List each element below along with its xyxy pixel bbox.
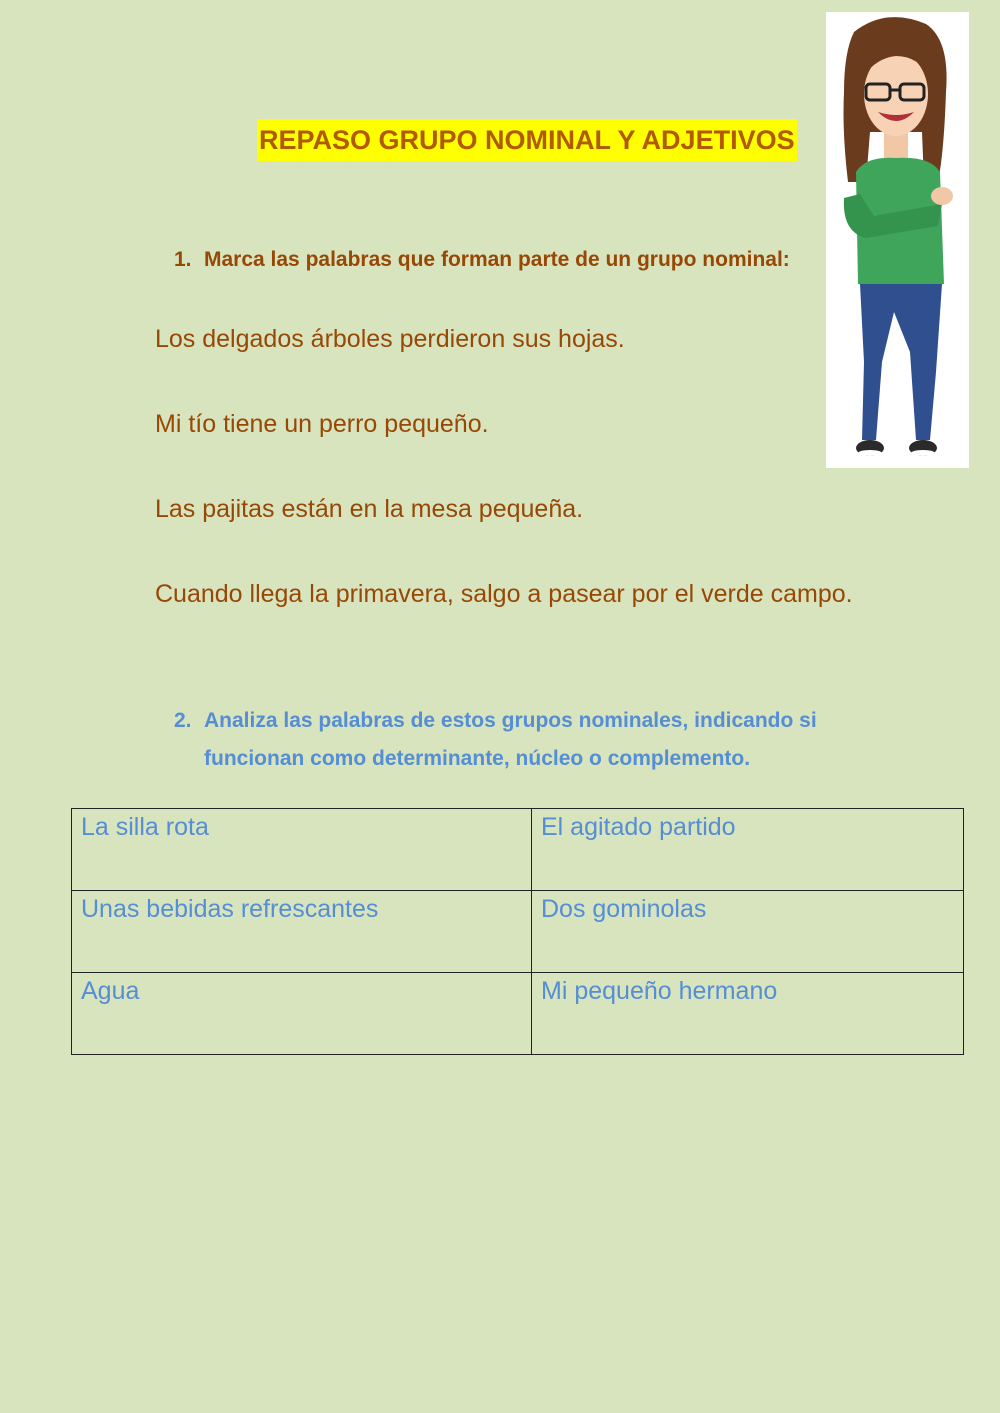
teacher-character-icon: [826, 12, 969, 468]
table-cell[interactable]: Agua: [72, 973, 532, 1055]
question-2-text: Analiza las palabras de estos grupos nominales, indicando si funcionan como determinante, núcleo o complemento.: [204, 709, 817, 770]
sentence-1[interactable]: Los delgados árboles perdieron sus hojas.: [155, 325, 625, 353]
table-row: [72, 809, 964, 891]
nominal-groups-table: [71, 808, 964, 1055]
table-cell[interactable]: La silla rota: [72, 809, 532, 891]
table-cell[interactable]: Mi pequeño hermano: [532, 973, 964, 1055]
table-row: [72, 891, 964, 973]
page-title: REPASO GRUPO NOMINAL Y ADJETIVOS: [257, 119, 797, 161]
table-cell[interactable]: Dos gominolas: [532, 891, 964, 973]
question-1-number: 1.: [174, 248, 192, 271]
question-1: [174, 248, 790, 272]
question-1-text: Marca las palabras que forman parte de un grupo nominal:: [204, 248, 790, 271]
table-cell[interactable]: Unas bebidas refrescantes: [72, 891, 532, 973]
sentence-2[interactable]: Mi tío tiene un perro pequeño.: [155, 410, 489, 438]
sentence-4[interactable]: Cuando llega la primavera, salgo a pasear por el verde campo.: [155, 580, 853, 608]
question-2-number: 2.: [174, 709, 192, 732]
table-row: [72, 973, 964, 1055]
sentence-3[interactable]: Las pajitas están en la mesa pequeña.: [155, 495, 584, 523]
question-2: [174, 702, 894, 778]
teacher-character-illustration: [826, 12, 969, 468]
table-cell[interactable]: El agitado partido: [532, 809, 964, 891]
